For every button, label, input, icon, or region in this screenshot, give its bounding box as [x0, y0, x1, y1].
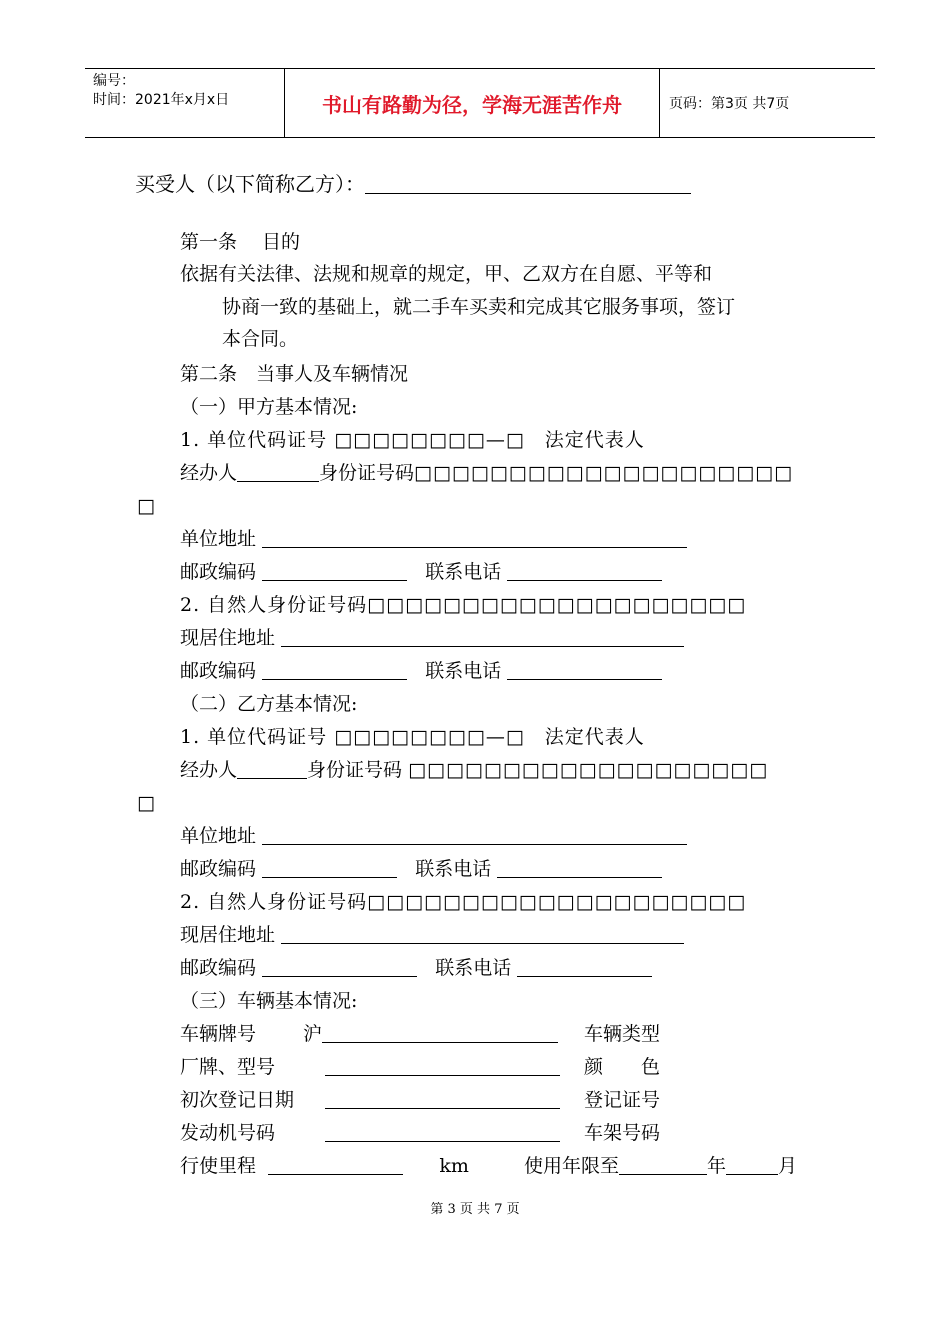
- party-b-phone-blank[interactable]: [497, 857, 662, 878]
- party-a-agent-row: 经办人 身份证号码□□□□□□□□□□□□□□□□□□□□: [180, 462, 794, 484]
- vehicle-engine-row: [325, 1120, 560, 1146]
- article1-title: 第一条 目的: [180, 231, 301, 253]
- header-slogan: 书山有路勤为径，学海无涯苦作舟: [285, 69, 660, 137]
- party-b-agent-row: 经办人 身份证号码 □□□□□□□□□□□□□□□□□□□: [180, 759, 769, 781]
- vehicle-engine-label: 发动机号码: [180, 1122, 276, 1144]
- party-a-postcode-blank[interactable]: [262, 560, 407, 581]
- vehicle-plate-label: 车辆牌号: [180, 1023, 257, 1045]
- vehicle-month-blank[interactable]: [726, 1154, 778, 1175]
- article2-title: 第二条 当事人及车辆情况: [180, 363, 409, 385]
- buyer-line: 买受人（以下简称乙方）：: [135, 171, 691, 197]
- vehicle-type-label: 车辆类型: [584, 1023, 661, 1045]
- party-b-org-code: 1. 单位代码证号 □□□□□□□□—□ 法定代表人: [180, 726, 645, 748]
- party-a-id-box-wrap[interactable]: □: [137, 495, 155, 517]
- page-footer: 第 3 页 共 7 页: [430, 1202, 520, 1217]
- party-a-address-row: 单位地址: [180, 526, 687, 552]
- party-b-residence-row: 现居住地址: [180, 922, 684, 948]
- vehicle-brand-label: 厂牌、型号: [180, 1056, 276, 1078]
- party-a-agent-blank[interactable]: [237, 461, 319, 482]
- party-b-agent-blank[interactable]: [237, 758, 307, 779]
- party-a-org-code: 1. 单位代码证号 □□□□□□□□—□ 法定代表人: [180, 429, 645, 451]
- party-a-postcode-blank-2[interactable]: [262, 659, 407, 680]
- header-meta: [85, 69, 285, 137]
- header-page-number: 页码：第3页 共7页: [669, 96, 790, 112]
- party-a-phone-blank[interactable]: [507, 560, 662, 581]
- party-b-postcode-row-2: 邮政编码 联系电话: [180, 955, 652, 981]
- party-b-postcode-blank-2[interactable]: [262, 956, 417, 977]
- party-b-phone-blank-2[interactable]: [517, 956, 652, 977]
- party-b-id-box-wrap[interactable]: □: [137, 792, 155, 814]
- doc-number: 编号：: [93, 73, 135, 89]
- party-b-postcode-blank[interactable]: [262, 857, 397, 878]
- article1-body-line1: 依据有关法律、法规和规章的规定，甲、乙双方在自愿、平等和: [180, 263, 713, 285]
- vehicle-frame-label: 车架号码: [584, 1122, 661, 1144]
- party-a-address-blank[interactable]: [262, 527, 687, 548]
- vehicle-year-blank[interactable]: [619, 1154, 707, 1175]
- party-b-postcode-row: 邮政编码 联系电话: [180, 856, 662, 882]
- vehicle-brand-blank[interactable]: [325, 1055, 560, 1076]
- party-b-address-row: 单位地址: [180, 823, 687, 849]
- vehicle-engine-blank[interactable]: [325, 1121, 560, 1142]
- vehicle-first-reg-row: [325, 1087, 560, 1113]
- party-b-address-blank[interactable]: [262, 824, 687, 845]
- party-a-residence-blank[interactable]: [281, 626, 684, 647]
- page-header: [85, 68, 875, 138]
- buyer-blank[interactable]: [365, 173, 691, 194]
- party-a-natural-id: 2. 自然人身份证号码□□□□□□□□□□□□□□□□□□□□: [180, 594, 747, 616]
- doc-date: 时间：2021年x月x日: [93, 92, 230, 108]
- vehicle-first-reg-label: 初次登记日期: [180, 1089, 295, 1111]
- party-a-id-boxes[interactable]: □□□□□□□□□□□□□□□□□□□□: [414, 462, 794, 484]
- party-a-phone-blank-2[interactable]: [507, 659, 662, 680]
- party-a-postcode-row: 邮政编码 联系电话: [180, 559, 662, 585]
- vehicle-mileage-blank[interactable]: [268, 1154, 403, 1175]
- vehicle-first-reg-blank[interactable]: [325, 1088, 560, 1109]
- party-a-residence-row: 现居住地址: [180, 625, 684, 651]
- vehicle-use-until-row: 使用年限至 年 月: [524, 1155, 798, 1177]
- party-b-residence-blank[interactable]: [281, 923, 684, 944]
- article1-body-line2: 协商一致的基础上，就二手车买卖和完成其它服务事项，签订: [222, 296, 736, 318]
- party-a-postcode-row-2: 邮政编码 联系电话: [180, 658, 662, 684]
- vehicle-mileage-unit: km: [439, 1155, 469, 1177]
- party-b-id-boxes[interactable]: □□□□□□□□□□□□□□□□□□□: [408, 759, 769, 781]
- vehicle-mileage-row: 行使里程 km: [180, 1155, 469, 1177]
- party-b-natural-id: 2. 自然人身份证号码□□□□□□□□□□□□□□□□□□□□: [180, 891, 747, 913]
- vehicle-brand-row: [325, 1054, 560, 1080]
- vehicle-plate-row: 沪: [303, 1021, 558, 1047]
- vehicle-heading: （三）车辆基本情况:: [180, 990, 358, 1012]
- article1-body-line3: 本合同。: [222, 328, 299, 350]
- party-b-heading: （二）乙方基本情况:: [180, 693, 358, 715]
- vehicle-reg-cert-label: 登记证号: [584, 1089, 661, 1111]
- vehicle-plate-blank[interactable]: [322, 1022, 558, 1043]
- party-a-heading: （一）甲方基本情况:: [180, 396, 358, 418]
- vehicle-color-label: 颜 色: [584, 1056, 661, 1078]
